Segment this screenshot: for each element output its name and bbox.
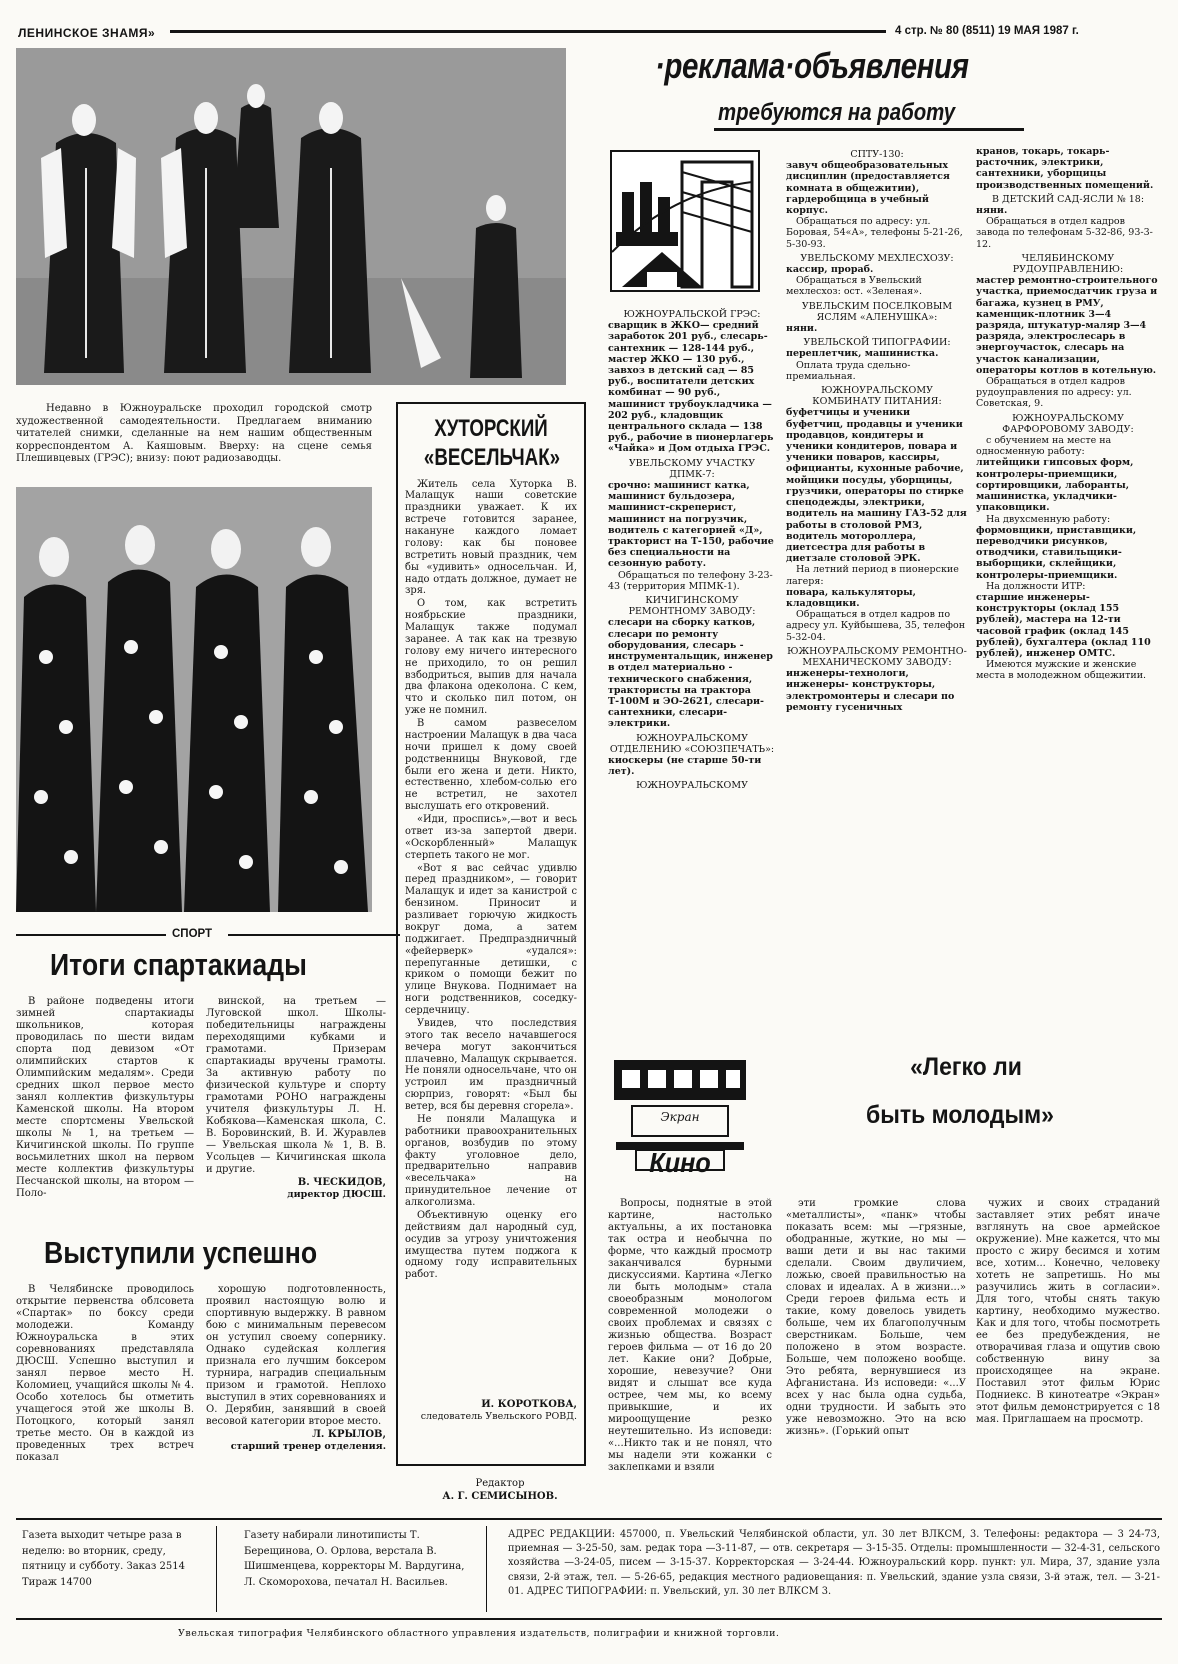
khutor-title-1: ХУТОРСКИЙ (434, 415, 548, 442)
success-headline: Выступили успешно (44, 1235, 318, 1270)
footer-bottom-rule (16, 1618, 1162, 1620)
job-contact: На летний период в пионерские лагеря: (786, 564, 959, 587)
job-contact: Обращаться в отдел кадров по адресу ул. Куйбышева, 35, телефон 5-32-04. (786, 609, 966, 643)
job-positions: завуч общеобразовательных дисциплин (предоставляется комната в общежитии), гардеробщица в учебный корпус. (786, 160, 950, 217)
photo-plesh-family-image (16, 48, 566, 385)
industry-illustration (610, 150, 760, 292)
job-contact: На двухсменную работу: (986, 513, 1111, 525)
sport-rule-right (228, 934, 400, 936)
job-contact: Обращаться по телефону 3-23-43 (территория МПМК-1). (608, 569, 773, 592)
job-employer: УВЕЛЬСКИМ ПОСЕЛКОВЫМ ЯСЛЯМ «АЛЕНУШКА»: (801, 300, 953, 323)
sport-col-2-text: винской, на третьем —Луговской школ. Школы-победительницы награждены переходящими кубками и грамотами. Призерам спартакиады вручены грамоты. За активную работу по физической культуре и спорту грамотами РОНО награждены учителя физкультуры Л. Н. Кобякова—Каменская школа, С. В. Боровинский, В. И. Журавлев — Увельская школа № 1, В. В. Усольцев — Кичигинская школа и другие. (206, 996, 386, 1175)
job-contact: Оплата труда сдельно-премиальная. (786, 359, 911, 382)
job-employer: ЮЖНОУРАЛЬСКОМУ ОТДЕЛЕНИЮ «СОЮЗПЕЧАТЬ»: (609, 732, 775, 755)
khutor-paragraph: О том, как встретить ноябрьские праздники, Малащук также подумал заранее. А так как на трезвую голову ему ничего интересного не приходило, то он решил взбодриться, выпив для начала два флакона одеколона. С кем, что и сколько пил потом, он уже не помнил. (405, 598, 577, 717)
job-positions: формовщики, приставщики, переводчики рисунков, отводчики, ставильщики-выборщики, склейщики, контролеры-приемщики. (976, 524, 1137, 581)
sport-col-2 (206, 996, 386, 1226)
photo-radio-plant-choir (16, 487, 372, 912)
sport-headline: Итоги спартакиады (50, 947, 307, 982)
jobs-col-1 (608, 306, 776, 1018)
issue-info: 4 стр. № 80 (8511) 19 МАЯ 1987 г. (895, 25, 1079, 37)
cinema-col-3 (976, 1198, 1160, 1512)
job-positions: инженеры-технологи, инженеры- конструкторы, электромонтеры и слесари по ремонту гусеничных (786, 668, 955, 713)
footer-typesetters: Газету набирали линотиписты Т. Берещинова, О. Орлова, верстала В. Шишменцева, корректоры М. Вардугина, Л. Скоморохова, печатал Н. Васильев. (244, 1530, 465, 1588)
khutor-paragraph: Не поняли Малащука и работники правоохранительных органов, возбудив по этому факту уголовное дело, предварительно направив «весельчака» на принудительное лечение от алкоголизма. (405, 1113, 577, 1209)
job-positions: кассир, прораб. (786, 264, 874, 276)
sport-col-1 (16, 996, 194, 1226)
sport-signature-role: директор ДЮСШ. (287, 1189, 386, 1200)
job-contact: Обращаться в Увельский мехлесхоз: ост. «Зеленая». (786, 275, 922, 298)
masthead-rule (170, 30, 886, 33)
editor-name: А. Г. СЕМИСЫНОВ. (442, 1491, 558, 1502)
job-positions: няни. (786, 323, 818, 335)
ads-underline (714, 128, 1024, 131)
job-positions: переплетчик, машинистка. (786, 348, 939, 360)
cinema-title-2: быть молодым» (866, 1101, 1054, 1129)
job-contact: Обращаться по адресу: ул. Боровая, 54«А», телефоны 5-21-26, 5-30-93. (786, 216, 963, 250)
job-contact: На должности ИТР: (986, 580, 1086, 592)
factory-icon (612, 152, 758, 290)
footer-schedule: Газета выходит четыре раза в неделю: во вторник, среду, пятницу и субботу. Заказ 2514 Тираж 14700 (22, 1530, 185, 1588)
photo-radio-plant-choir-image (16, 487, 372, 912)
khutor-paragraph: Житель села Хуторка В. Малащук наши советские праздники уважает. К их встрече готовится заранее, накануне каждого ломает голову: как бы поновее встретить новый праздник, чем бы «удивить» односельчан. И, надо отдать должное, думает не зря. (405, 478, 577, 597)
job-positions: буфетчицы и ученики буфетчиц, продавцы и ученики продавцов, кондитеры и ученики кондитеров, повара и ученики поваров, кассиры, официанты, кухонные рабочие, мойщики посуды, уборщицы, грузчики, операторы по стирке спецодежды, электрики, водитель на машину ГАЗ-52 для работы в столовой РМЗ, водитель мотороллера, диетсестра для работы в диетзале столовой ЭРК. (786, 407, 967, 565)
job-employer: КИЧИГИНСКОМУ РЕМОНТНОМУ ЗАВОДУ: (628, 595, 756, 618)
footer-divider-1 (216, 1526, 217, 1612)
cinema-col-3-text: чужих и своих страданий заставляет этих ребят иначе взглянуть на свое армейское окружение). Мне кажется, что мы просто с жиру бесимся и хотим все, хотим... Конечно, человеку хотеть не запретишь. Но мы разучились жить в согласии». Для того, чтобы снять такую картину, необходимо мужество. Как и для того, чтобы посмотреть ее без предубеждения, не отворачивая глаза и ощутив свою собственную вину за происходящее на экране. Поставил этот фильм Юрис Подниекс. В кинотеатре «Экран» этот фильм демонстрируется с 18 мая. Приглашаем на просмотр. (976, 1198, 1160, 1425)
sport-col-1-text: В районе подведены итоги зимней спартакиады школьников, которая проводилась по шести видам спорта под девизом «От олимпийских стартов к Олимпийским медалям». Среди средних школ первое место занял коллектив физкультуры Каменской школы. На втором месте спортсмены Увельской школы № 1, на третьем — Кичигинской школы. По группе восьмилетних школ на первом месте коллектив физкультуры Песчанской школы, на втором — Поло- (16, 996, 194, 1199)
job-positions: няни. (976, 205, 1008, 217)
success-col-2-text: хорошую подготовленность, проявил настоящую волю и спортивную выдержку. В равном бою с минимальным перевесом он уступил своему сопернику. Однако судейская коллегия признала его лучшим боксером турнира, наградив специальным призом и грамотой. Неплохо выступил в этих соревнованиях и О. Дерябин, занявший в своей весовой категории второе место. (206, 1284, 386, 1427)
cinema-col-2-text: эти громкие слова «металлисты», «панк» чтобы показать всем: мы —грязные, ободранные, жуткие, но мы — ваши дети и вы нас такими сделали. Своим двуличием, ложью, своей правильностью на словах и идеалах. А в жизни...» Среди героев фильма есть и такие, кому довелось увидеть больше, чем их благополучным сверстникам. Больше, чем положено в этом возрасте. Больше, чем положено вообще. Это ребята, вернувшиеся из Афганистана. Из исповеди: «...У всех у нас была одна судьба, одни трудности. И забыть это уже невозможно. Это на всю жизнь». (Горький опыт (786, 1198, 966, 1437)
job-positions: мастер ремонтно-строительного участка, приемосдатчик груза и багажа, кузнец в РМУ, каменщик-плотник 3—4 разряда, штукатур-маляр 3—4 разряда, электрослесарь в энергоучасток, слесарь на участок канализации, операторы котлов в котельную. (976, 275, 1158, 376)
jobs-col-3 (976, 146, 1160, 1018)
khutor-box (396, 402, 586, 1466)
khutor-paragraph: «Вот я вас сейчас удивлю перед праздником», — говорит Малащук и идет за канистрой с бензином. Приносит и разливает горючую жидкость вокруг дома, а затем поджигает. Предпраздничный «фейерверк» «удался»: перепуганные детишки, с криком о помощи бежит по улице Внукова. Поднимает на ноги родственников, соседку-сердечницу. (405, 862, 577, 1017)
job-employer: ЮЖНОУРАЛЬСКОМУ РЕМОНТНО-МЕХАНИЧЕСКОМУ ЗАВОДУ: (787, 645, 967, 668)
khutor-signature-role: следователь Увельского РОВД. (420, 1410, 577, 1422)
job-contact: с обучением на месте на одноcменную работу: (976, 435, 1112, 458)
khutor-paragraph: Объективную оценку его действиям дал народный суд, осудив за угрозу уничтожения имущества путем поджога к одному году исправительных работ. (405, 1209, 577, 1281)
success-signature: Л. КРЫЛОВ, (312, 1429, 386, 1440)
masthead-title: ЛЕНИНСКОЕ ЗНАМЯ» (18, 26, 156, 40)
job-positions: киоскеры (не старше 50-ти лет). (608, 754, 762, 778)
footer-printer: Увельская типография Челябинского областного управления издательств, полиграфии и книжной торговли. (178, 1628, 780, 1639)
photo-plesh-family (16, 48, 566, 385)
khutor-body (405, 479, 577, 1399)
job-employer: СПТУ-130: (850, 149, 904, 160)
job-positions: литейщики гипсовых форм, контролеры-приемщики, сортировщики, лаборанты, машинистка, укладчики-упаковщики. (976, 457, 1134, 514)
photo-caption: Недавно в Южноуральске проходил городской смотр художественной самодеятельности. Предлагаем вниманию читателей снимки, сделанные на нем нашим общественным корреспондентом А. Каяшовым. Вверху: на сцене семья Плешивцевых (ГРЭС); внизу: поют радиозаводцы. (16, 403, 372, 464)
job-positions: повара, калькуляторы, кладовщики. (786, 586, 916, 609)
job-employer: ЮЖНОУРАЛЬСКОМУ (636, 780, 748, 792)
sport-rubric: СПОРТ (172, 928, 213, 940)
ads-subtitle: требуются на работу (718, 99, 956, 126)
cinema-col-1-text: Вопросы, поднятые в этой картине, настолько актуальны, а их постановка так остра и необычна по форме, что каждый просмотр заканчивался бурными дискуссиями. Картина «Легко ли быть молодым» стала своеобразным монологом современной молодежи о своих проблемах и связях с жизнью общества. Возраст героев фильма — от 16 до 20 лет. Какие они? Добрые, хорошие, невезучие? Они видят и слышат все куда острее, чем мы, ко всему привыкшие, и их мироощущение резко неутешительно. Из исповеди: «...Никто так и не понял, что мы надели эти кожанки с заклепками и взяли (608, 1198, 772, 1473)
jobs-col-2 (786, 146, 968, 1018)
khutor-title-2: «ВЕСЕЛЬЧАК» (423, 444, 561, 472)
job-positions: старшие инженеры-конструкторы (оклад 155 рублей), мастера на 12-ти часовой график (оклад 145 рублей), бухгалтера (оклад 110 рублей), инженер ОМТС. (976, 591, 1151, 659)
khutor-paragraph: В самом развеселом настроении Малащук в два часа ночи пришел к дому своей родственницы Внуковой, где были его жена и дети. Никто, естественно, хлебом-солью его не встретил, не захотел выслушать его откровений. (405, 718, 577, 813)
cinema-title-1: «Легко ли (910, 1053, 1022, 1081)
sport-rule-left (16, 934, 166, 936)
job-employer: ЮЖНОУРАЛЬСКОМУ ФАРФОРОВОМУ ЗАВОДУ: (1002, 412, 1134, 435)
success-signature-role: старший тренер отделения. (230, 1441, 386, 1452)
job-contact: Обращаться в отдел кадров завода по телефонам 5-32-86, 93-3-12. (976, 216, 1153, 250)
job-positions: срочно: машинист катка, машинист бульдозера, машинист-скреперист, машинист на погрузчик, водитель с категорией «Д», тракторист на Т-150, рабочие без специальности на сезонную работу. (608, 480, 774, 570)
cinema-col-1 (608, 1198, 772, 1512)
success-col-1 (16, 1284, 194, 1506)
job-employer: ЧЕЛЯБИНСКОМУ РУДОУПРАВЛЕНИЮ: (1012, 252, 1124, 276)
sport-signature: В. ЧЕСКИДОВ, (297, 1177, 386, 1188)
khutor-paragraph: Увидев, что последствия этого так весело начавшегося вечера могут закончиться плачевно, Малащук скрывается. Не поняли односельчане, что он устроил им праздничный сюрприз, говорят: «Был бы ветер, вся бы деревня сгорела». (405, 1017, 577, 1113)
cinema-logo (612, 1058, 748, 1182)
footer-divider-2 (486, 1526, 487, 1612)
khutor-paragraph: «Иди, проспись»,—вот и весь ответ из-за запертой двери. «Оскорбленный» Малащук стерпеть такого не мог. (405, 814, 577, 861)
cinema-sign: Экран (660, 1110, 700, 1124)
success-col-1-text: В Челябинске проводилось открытие первенства облсовета «Спартак» по боксу среди молодежи. Команду Южноуральска в этих соревнованиях представляла ДЮСШ. Успешно выступил и занял первое место Н. Коломиец, учащийся школы № 4. Особо хотелось бы отметить учащегося этой же школы В. Потоцкого, который занял третье место. Он в каждой из проведенных трех встреч показал (16, 1284, 194, 1463)
cinema-logo-text: Кино (649, 1147, 711, 1178)
job-employer: УВЕЛЬСКОЙ ТИПОГРАФИИ: (803, 337, 951, 349)
ads-title: ·реклама·объявления (655, 45, 969, 86)
job-contact: Обращаться в отдел кадров рудоуправления по адресу: ул. Советская, 9. (976, 376, 1132, 410)
khutor-signature: И. КОРОТКОВА, (481, 1398, 577, 1410)
job-contact: Имеются мужские и женские места в молодежном общежитии. (976, 659, 1147, 682)
success-col-2 (206, 1284, 386, 1506)
job-positions: кранов, токарь, токарь-расточник, электрики, сантехники, уборщицы производственных помещений. (976, 146, 1154, 191)
job-employer: УВЕЛЬСКОМУ УЧАСТКУ ДПМК-7: (628, 457, 756, 480)
footer-address: АДРЕС РЕДАКЦИИ: 457000, п. Увельский Челябинской области, ул. 30 лет ВЛКСМ, 3. Телефоны: редактора — 3 24-73, приемная — 3-25-50, зам. редак тора —3-11-87, — отв. секретаря — 3-15-35. Отделы: промышленности — 32-4-31, сельского хозяйства —3-24-05, писем — 3-15-37. Корректорская — 3-24-44. Южноуральский корр. пункт: ул. Мира, 37, здание узла связи, 2-й этаж, тел. — 5-26-65, редакция местного радиовещания: п. Увельский, здание узла связи, 3-й этаж, тел. — 3-21-01. АДРЕС ТИПОГРАФИИ: п. Увельский, ул. 30 лет ВЛКСМ 3. (508, 1529, 1160, 1597)
footer-top-rule (16, 1518, 1162, 1520)
job-positions: сварщик в ЖКО— средний заработок 201 руб., слесарь-сантехник — 128-144 руб., мастер ЖКО — 130 руб., завхоз в детский сад — 85 руб., воспитатели детских комбинат — 90 руб., машинист трубоукладчика — 202 руб., кладовщик центрального склада — 138 руб., рабочие в пионерлагерь «Чайка» и Дом отдыха ГРЭС. (608, 320, 774, 455)
cinema-col-2 (786, 1198, 966, 1512)
job-employer: ЮЖНОУРАЛЬСКОМУ КОМБИНАТУ ПИТАНИЯ: (812, 385, 942, 408)
job-employer: В ДЕТСКИЙ САД-ЯСЛИ № 18: (991, 193, 1145, 205)
job-positions: слесари на сборку катков, слесари по ремонту оборудования, слесарь - инструментальщик, инженер в отдел материально - технического снабжения, трактористы на трактора Т-100М и ЭО-2621, слесари-сантехники, слесари-электрики. (608, 617, 773, 730)
job-employer: ЮЖНОУРАЛЬСКОЙ ГРЭС: (623, 309, 761, 320)
job-employer: УВЕЛЬСКОМУ МЕХЛЕСХОЗУ: (800, 252, 954, 264)
editor-label: Редактор (475, 1478, 525, 1489)
